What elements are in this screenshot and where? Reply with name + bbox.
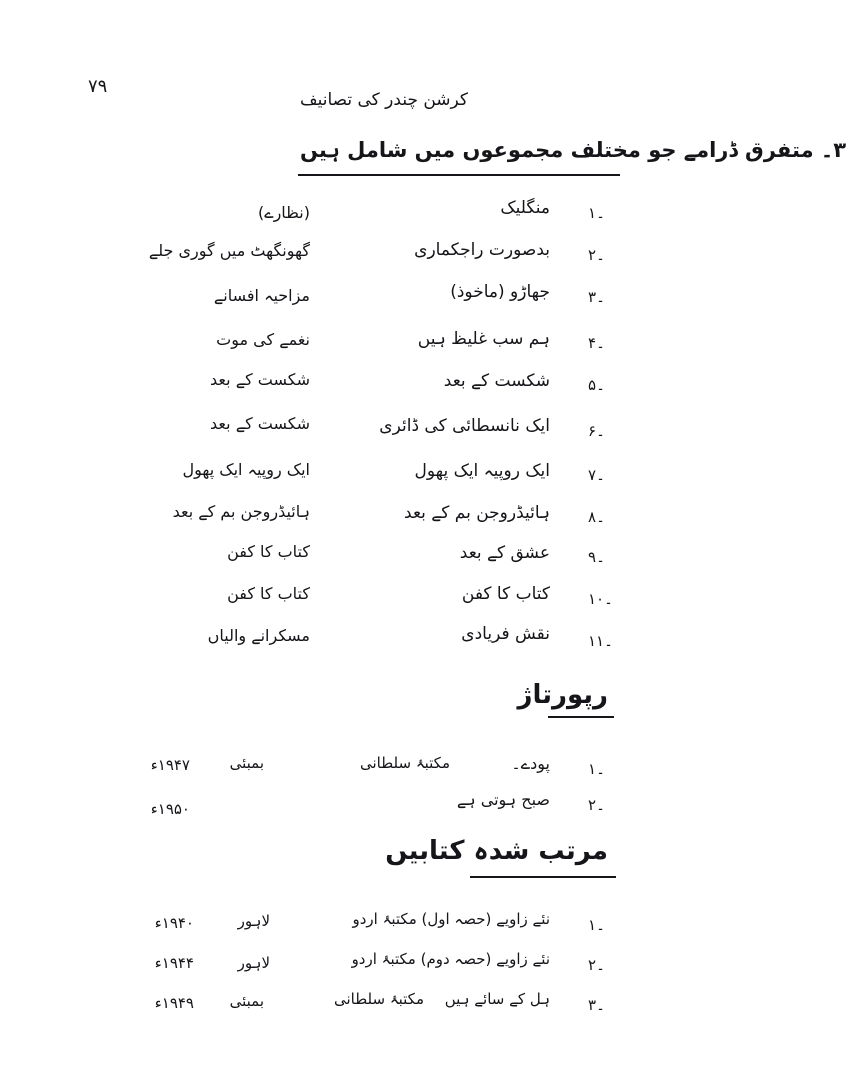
collection-name: ایک روپیہ ایک پھول xyxy=(182,460,310,479)
drama-title: عشق کے بعد xyxy=(459,543,550,563)
section-heading-reportage: رپورتاژ xyxy=(517,680,608,710)
item-number: ۵۔ xyxy=(588,376,605,394)
page-number: ۷۹ xyxy=(88,76,108,97)
collection-name: کتاب کا کفن xyxy=(227,584,310,603)
drama-title: ایک نانسطائی کی ڈائری xyxy=(379,416,550,436)
section-heading-edited-books: مرتب شدہ کتابیں xyxy=(385,836,608,866)
drama-title: جھاڑو (ماخوذ) xyxy=(450,282,550,302)
heading-underline xyxy=(470,876,616,878)
year: ۱۹۴۰ء xyxy=(154,914,194,932)
year: ۱۹۴۴ء xyxy=(154,954,194,972)
heading-underline xyxy=(548,716,614,718)
running-header: کرشن چندر کی تصانیف xyxy=(300,90,469,110)
year: ۱۹۴۷ء xyxy=(150,756,190,774)
collection-name: (نظارے) xyxy=(257,203,310,222)
item-number: ۹۔ xyxy=(588,548,605,566)
year: ۱۹۵۰ء xyxy=(150,800,190,818)
collection-name: مسکرانے والیاں xyxy=(207,626,310,645)
item-number: ۳۔ xyxy=(588,996,605,1014)
item-number: ۱۰۔ xyxy=(588,590,613,608)
item-number: ۲۔ xyxy=(588,246,605,264)
book-title: پودے۔ xyxy=(511,754,550,773)
item-number: ۱۔ xyxy=(588,916,605,934)
collection-name: کتاب کا کفن xyxy=(227,542,310,561)
item-number: ۱۔ xyxy=(588,760,605,778)
drama-title: بدصورت راجکماری xyxy=(414,240,550,260)
item-number: ۸۔ xyxy=(588,508,605,526)
item-number: ۱۔ xyxy=(588,204,605,222)
collection-name: مزاحیہ افسانے xyxy=(213,286,310,305)
heading-underline xyxy=(298,174,620,176)
drama-title: ہائیڈروجن بم کے بعد xyxy=(404,503,550,523)
drama-title: شکست کے بعد xyxy=(443,371,550,391)
item-number: ۴۔ xyxy=(588,334,605,352)
book-title: نئے زاویے (حصہ اول) مکتبۂ اردو xyxy=(352,910,550,928)
publisher: مکتبۂ سلطانی xyxy=(359,754,450,772)
item-number: ۶۔ xyxy=(588,422,605,440)
drama-title: منگلیک xyxy=(500,198,550,218)
book-title: نئے زاویے (حصہ دوم) مکتبۂ اردو xyxy=(351,950,550,968)
collection-name: نغمے کی موت xyxy=(216,330,310,349)
item-number: ۱۱۔ xyxy=(588,632,613,650)
collection-name: شکست کے بعد xyxy=(210,370,310,389)
item-number: ۳۔ xyxy=(588,288,605,306)
drama-title: ہم سب غلیظ ہیں xyxy=(417,329,550,349)
city: لاہور xyxy=(237,954,270,972)
publisher: مکتبۂ سلطانی xyxy=(333,990,424,1008)
item-number: ۲۔ xyxy=(588,956,605,974)
drama-title: نقش فریادی xyxy=(461,624,550,644)
item-number: ۲۔ xyxy=(588,796,605,814)
drama-title: ایک روپیہ ایک پھول xyxy=(414,461,550,481)
book-title: ہل کے سائے ہیں xyxy=(444,990,550,1008)
drama-title: کتاب کا کفن xyxy=(461,584,550,604)
item-number: ۷۔ xyxy=(588,466,605,484)
section-heading-dramas: ۳۔ متفرق ڈرامے جو مختلف مجموعوں میں شامل ہیں xyxy=(300,138,846,162)
city: بمبئی xyxy=(229,992,264,1010)
collection-name: ہائیڈروجن بم کے بعد xyxy=(172,502,310,521)
year: ۱۹۴۹ء xyxy=(154,994,194,1012)
collection-name: شکست کے بعد xyxy=(210,414,310,433)
book-title: صبح ہوتی ہے xyxy=(456,790,550,809)
collection-name: گھونگھٹ میں گوری جلے xyxy=(148,241,310,260)
city: لاہور xyxy=(237,912,270,930)
city: بمبئی xyxy=(229,754,264,772)
